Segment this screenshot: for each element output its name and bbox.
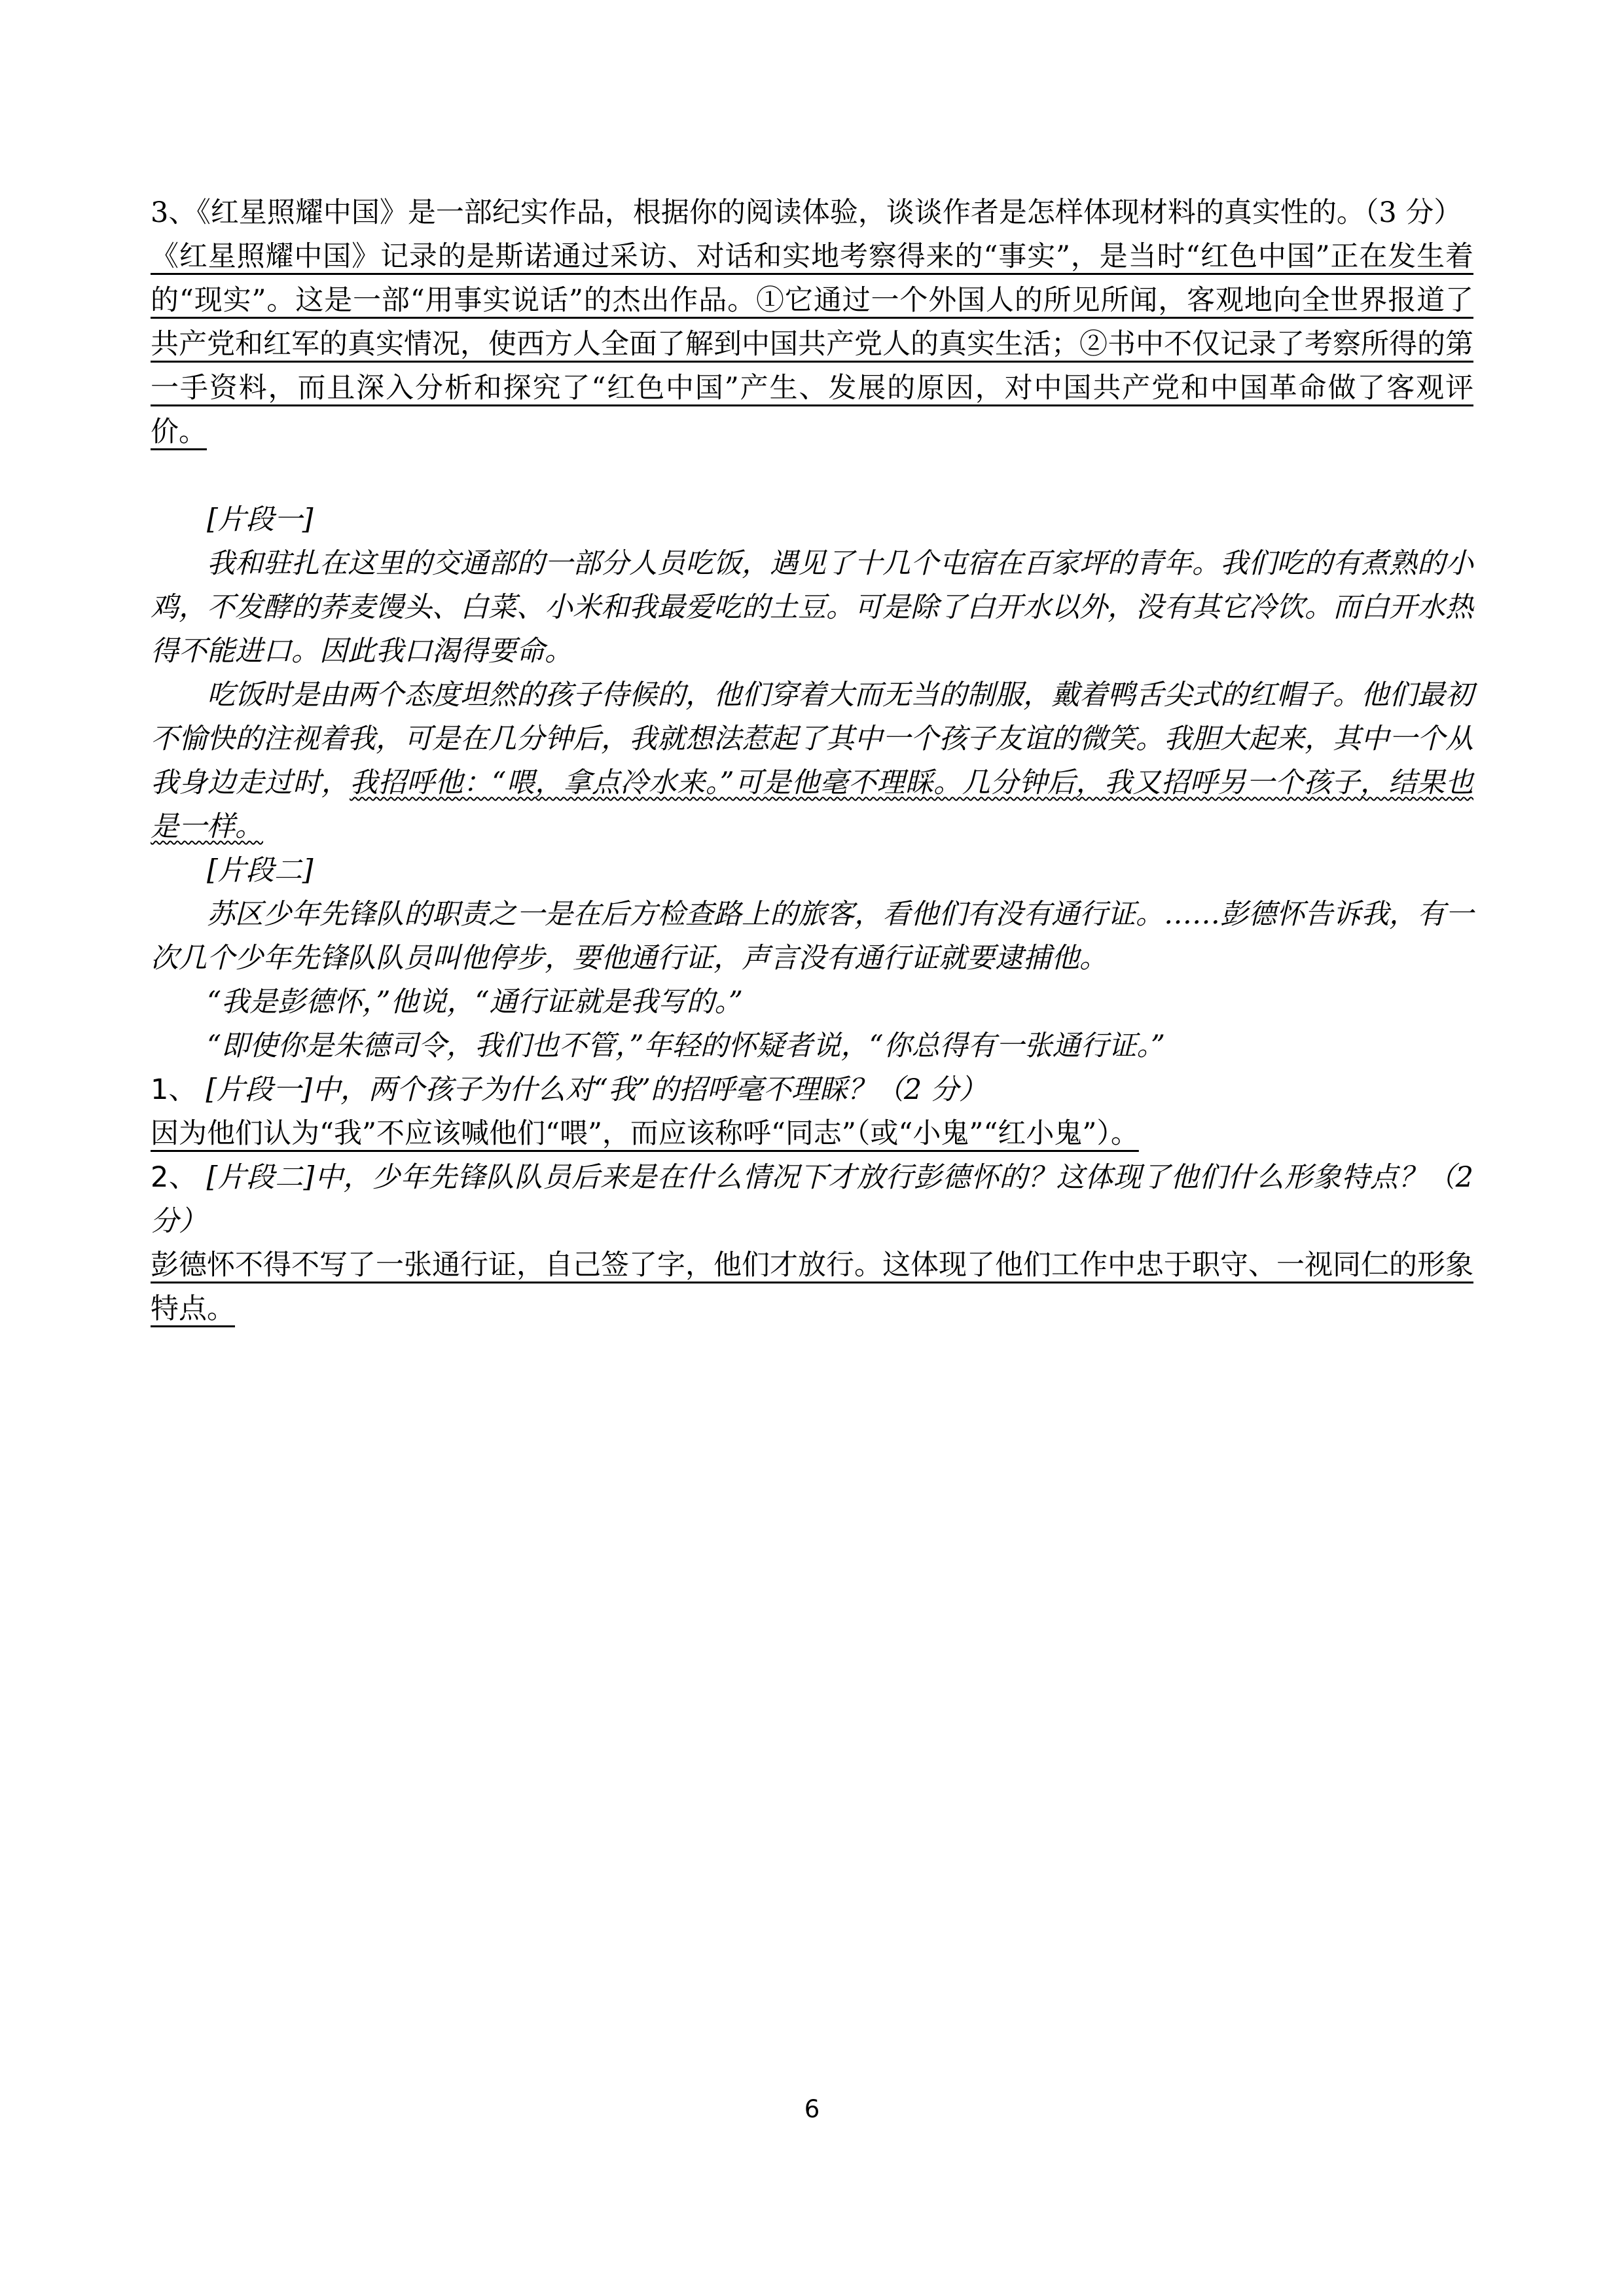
page-number: 6: [804, 2095, 820, 2123]
fragment-2-paragraph-1: 苏区少年先锋队的职责之一是在后方检查路上的旅客，看他们有没有通行证。……彭德怀告诉我，有一次几个少年先锋队队员叫他停步，要他通行证，声言没有通行证就要逮捕他。: [151, 898, 1473, 975]
fragment-1-paragraph-2-text: 吃饭时是由两个态度坦然的孩子侍候的，他们穿着大而无当的制服，戴着鸭舌尖式的红帽子。他们最初不愉快的注视着我，可是在几分钟后，我就想法惹起了其中一个孩子友谊的微笑。我胆大起来，其中一个从我身边走过时，: [151, 679, 1473, 799]
fragment-1-paragraph-2: [151, 673, 1473, 849]
page-content: [151, 191, 1473, 1331]
fragment-1-wavy-underlined-text: 我招呼他：“喂，拿点冷水来。”可是他毫不理睬。几分钟后，我又招呼另一个孩子，结果也是一样。: [151, 766, 1474, 843]
fragment-1-paragraph-1: 我和驻扎在这里的交通部的一部分人员吃饭，遇见了十几个屯宿在百家坪的青年。我们吃的有煮熟的小鸡，不发酵的荞麦馒头、白菜、小米和我最爱吃的土豆。可是除了白开水以外，没有其它冷饮。而白开水热得不能进口。因此我口渴得要命。: [151, 547, 1473, 668]
question-2-answer: 彭德怀不得不写了一张通行证，自己签了字，他们才放行。这体现了他们工作中忠于职守、一视同仁的形象特点。: [151, 1249, 1473, 1325]
question-2-number: 2、: [151, 1161, 198, 1194]
question-1-text: [片段一]中，两个孩子为什么对“我”的招呼毫不理睬？（2 分）: [206, 1073, 987, 1106]
fragment-1-heading: [片段一]: [207, 503, 314, 536]
question-3-answer: 《红星照耀中国》记录的是斯诺通过采访、对话和实地考察得来的“事实”，是当时“红色中国”正在发生着的“现实”。这是一部“用事实说话”的杰出作品。①它通过一个外国人的所见所闻，客观地向全世界报道了共产党和红军的真实情况，使西方人全面了解到中国共产党人的真实生活；②书中不仅记录了考察所得的第一手资料，而且深入分析和探究了“红色中国”产生、发展的原因，对中国共产党和中国革命做了客观评价。: [151, 240, 1473, 448]
question-1-answer: 因为他们认为“我”不应该喊他们“喂”，而应该称呼“同志”（或“小鬼”“红小鬼”）。: [151, 1117, 1139, 1150]
question-3-prompt: 3、《红星照耀中国》是一部纪实作品，根据你的阅读体验，谈谈作者是怎样体现材料的真实性的。（3 分）: [151, 196, 1462, 229]
question-2-text: [片段二]中，少年先锋队队员后来是在什么情况下才放行彭德怀的？这体现了他们什么形象特点？（2 分）: [151, 1161, 1473, 1238]
question-1-number: 1、: [151, 1073, 197, 1106]
fragment-2-dialogue-2: “即使你是朱德司令，我们也不管，”年轻的怀疑者说，“你总得有一张通行证。”: [207, 1030, 1165, 1062]
question-2-prompt: [151, 1156, 1473, 1244]
fragment-2-heading: [片段二]: [207, 854, 314, 887]
fragment-2-dialogue-1: “我是彭德怀，”他说，“通行证就是我写的。”: [207, 986, 743, 1018]
question-1-prompt: [151, 1068, 1473, 1112]
